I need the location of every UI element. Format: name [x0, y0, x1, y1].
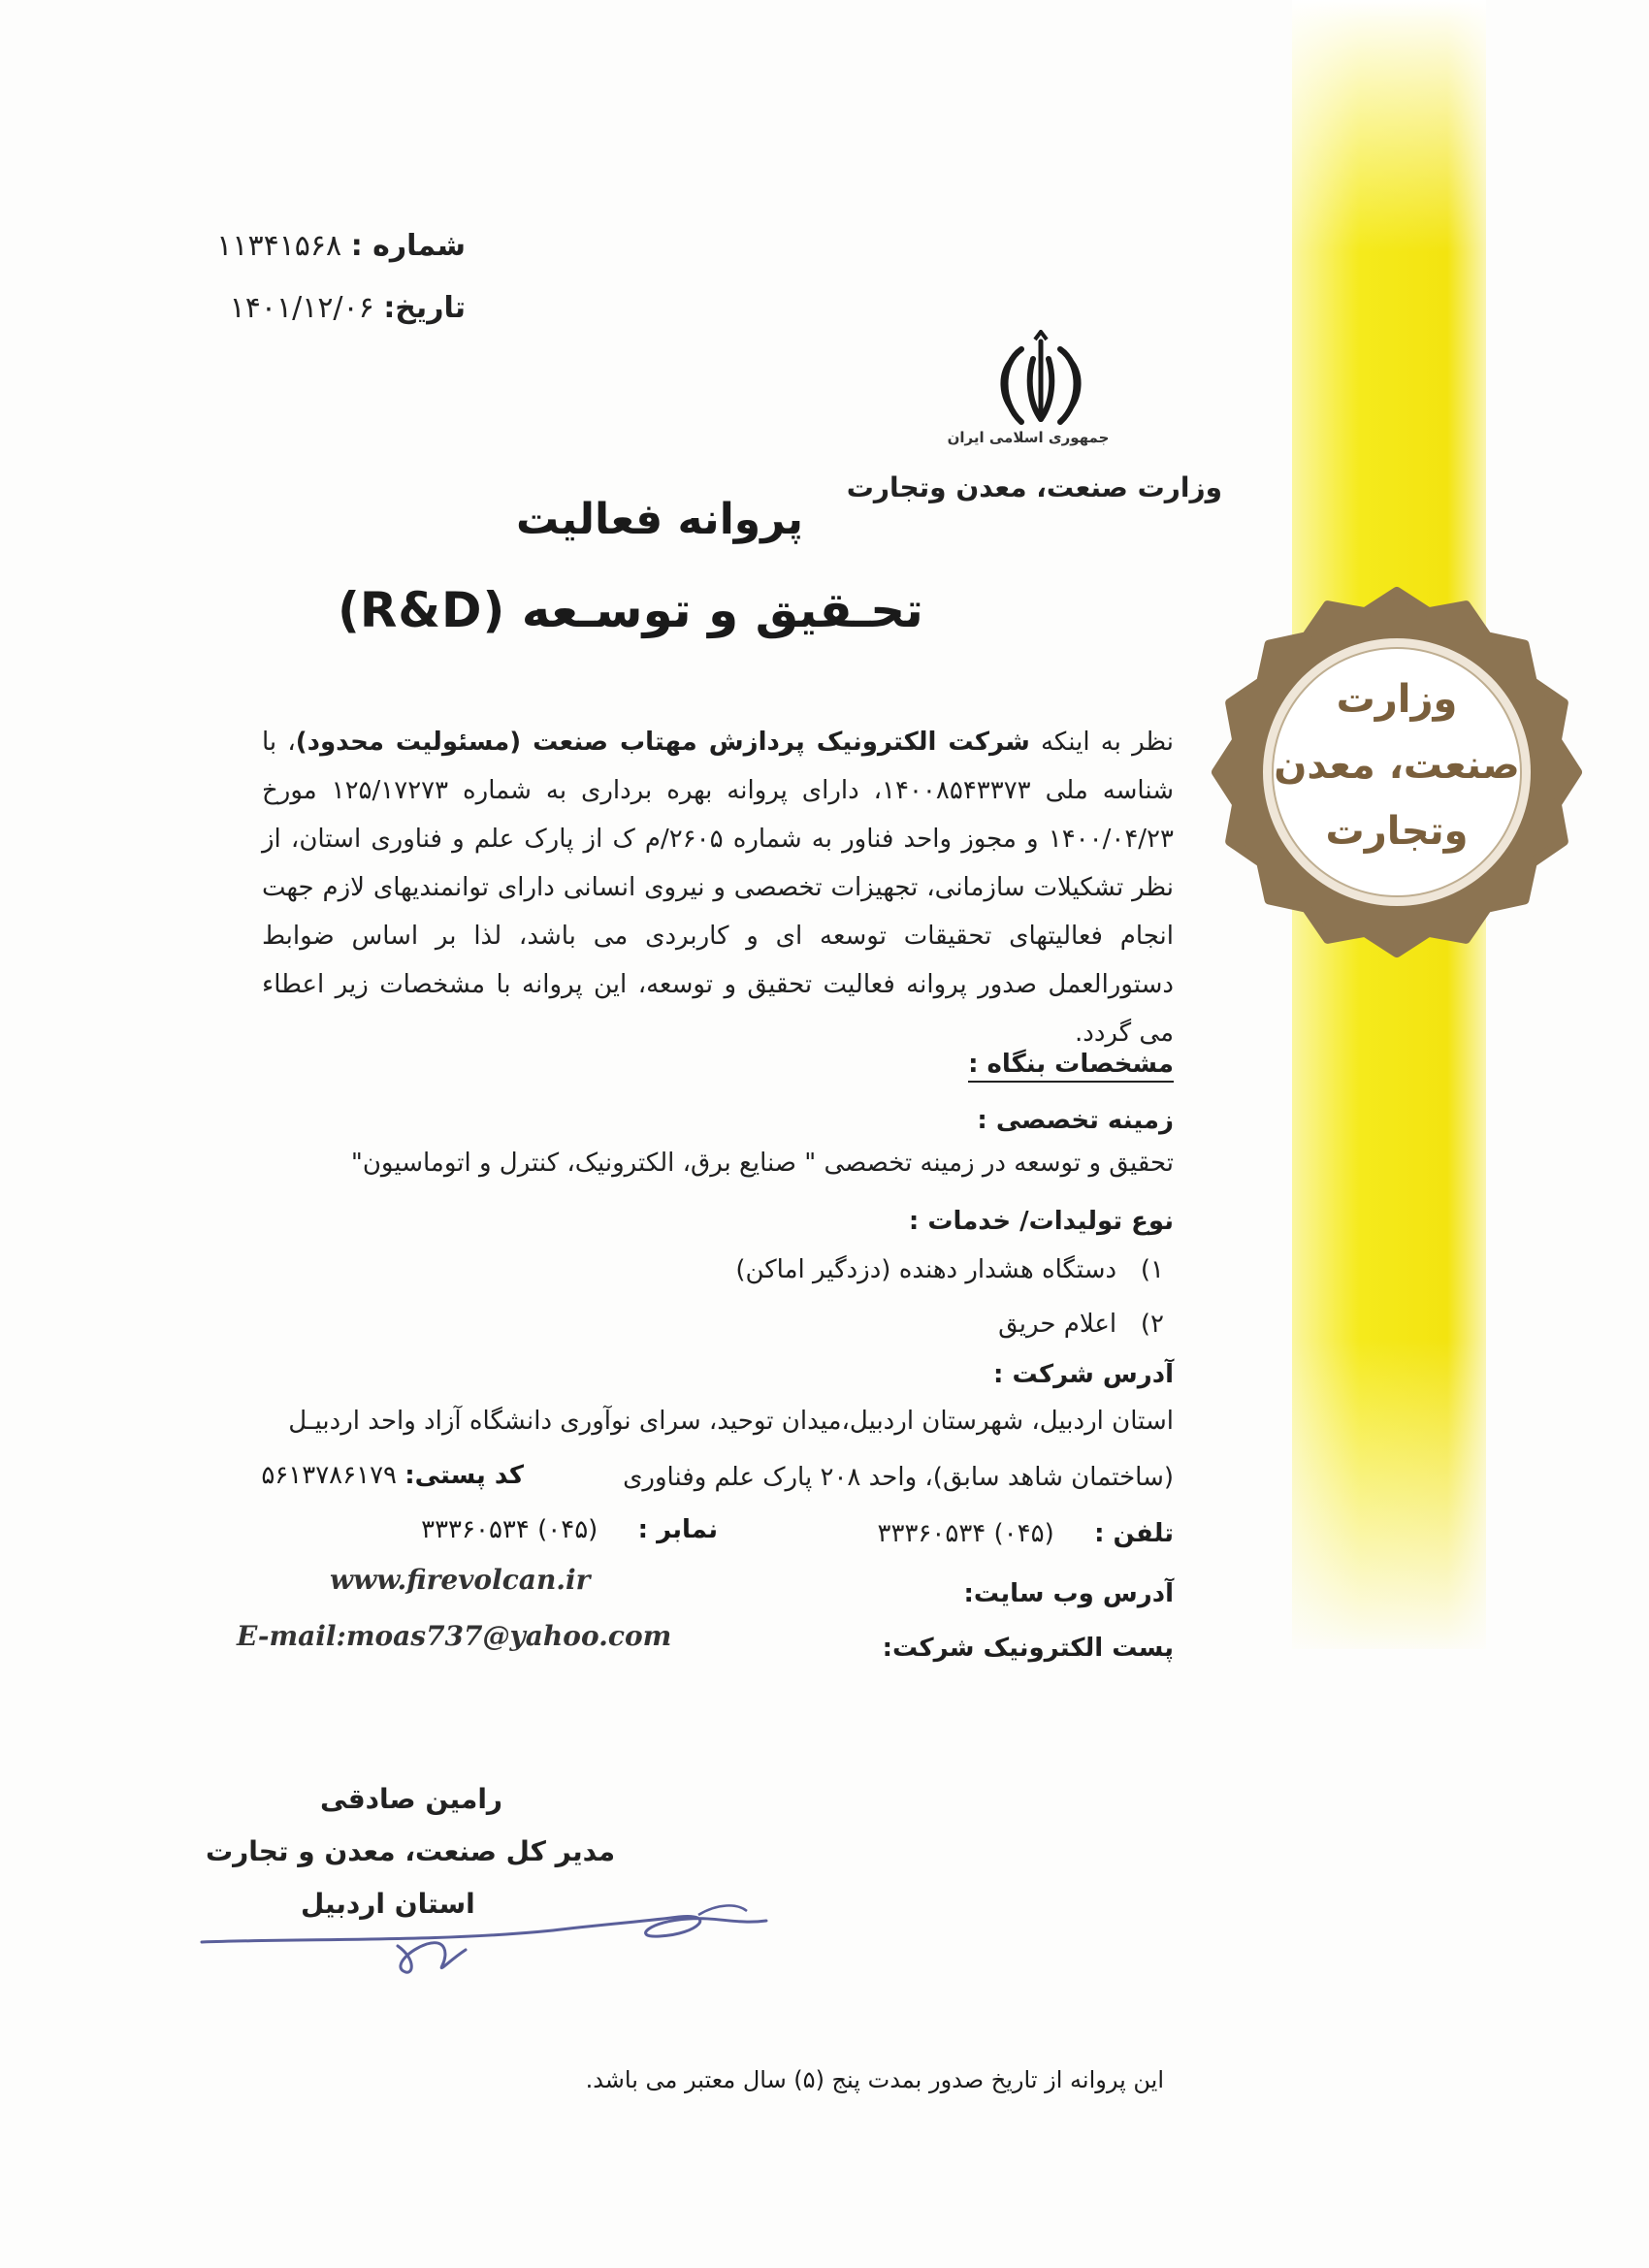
intro-rest: ، با شناسه ملی ۱۴۰۰۸۵۴۳۳۷۳، دارای پروانه بهره برداری به شماره ۱۲۵/۱۷۲۷۳ مورخ ۱۴۰۰/۰۴/۲۳ و مجوز واحد فناور به شماره ۲۶۰۵/م ک از پارک علم و فناوری استان، از نظر تشکیلات سازمانی، تجهیزات تخصصی و نیروی انسانی دارای توانمندیهای لازم جهت انجام فعالیتهای تحقیقات توسعه ای و کاربردی می باشد، لذا بر اساس ضوابط دستورالعمل صدور پروانه فعالیت تحقیق و توسعه، این پروانه با مشخصات زیر اعطاء می گردد. — [262, 728, 1174, 1048]
date-label: تاریخ: — [383, 291, 466, 325]
intro-prefix: نظر به اینکه — [1040, 728, 1174, 757]
product-item-2 — [998, 1310, 1164, 1339]
ministry-label: وزارت صنعت، معدن وتجارت — [846, 471, 1222, 503]
postal-code — [204, 1461, 524, 1490]
product-number: ۲) — [1140, 1310, 1164, 1339]
license-title: پروانه فعالیت — [515, 495, 804, 544]
signatory-province: استان اردبیل — [301, 1888, 475, 1920]
fax — [388, 1515, 718, 1544]
phone-label: تلفن : — [1094, 1519, 1174, 1548]
signatory-title: مدیر کل صنعت، معدن و تجارت — [206, 1835, 616, 1867]
address-line-1: استان اردبیل، شهرستان اردبیل،میدان توحید، سرای نوآوری دانشگاه آزاد واحد اردبیـل — [288, 1407, 1174, 1436]
address-line-2: (ساختمان شاهد سابق)، واحد ۲۰۸ پارک علم وفناوری — [623, 1463, 1174, 1492]
license-subtitle: تحـقیق و توسـعه (R&D) — [338, 582, 923, 638]
letter-date — [194, 291, 466, 325]
website-link[interactable]: www.firevolcan.ir — [330, 1564, 591, 1596]
website-label: آدرس وب سایت: — [963, 1579, 1174, 1608]
letter-number — [194, 229, 466, 263]
field-heading: زمینه تخصصی : — [977, 1106, 1174, 1135]
handwritten-signature — [194, 1882, 776, 1998]
republic-label: جمهوری اسلامی ایران — [947, 429, 1110, 446]
products-heading: نوع تولیدات/ خدمات : — [908, 1207, 1174, 1236]
seal-text-line1: وزارت — [1336, 677, 1458, 722]
unit-heading: مشخصات بنگاه : — [968, 1050, 1174, 1079]
fax-label: نمابر : — [637, 1515, 718, 1544]
product-item-1 — [735, 1255, 1164, 1284]
signatory-name: رامین صادقی — [320, 1783, 503, 1815]
number-label: شماره : — [350, 229, 466, 263]
seal-text-line3: وتجارت — [1325, 809, 1469, 854]
iran-emblem-icon — [991, 330, 1090, 437]
postal-value: ۵۶۱۳۷۸۶۱۷۹ — [261, 1461, 397, 1490]
phone — [878, 1519, 1174, 1548]
license-body-paragraph — [262, 718, 1174, 1057]
number-value: ۱۱۳۴۱۵۶۸ — [216, 229, 342, 263]
email-label: پست الکترونیک شرکت: — [882, 1634, 1174, 1663]
seal-text-line2: صنعت، معدن — [1274, 743, 1520, 788]
validity-note: این پروانه از تاریخ صدور بمدت پنج (۵) سال معتبر می باشد. — [585, 2066, 1164, 2093]
yellow-ribbon-decoration — [1234, 0, 1525, 2268]
product-number: ۱) — [1140, 1255, 1164, 1284]
postal-label: کد پستی: — [404, 1461, 524, 1490]
product-text: دستگاه هشدار دهنده (دزدگیر اماکن) — [735, 1255, 1117, 1284]
address-heading: آدرس شرکت : — [993, 1360, 1174, 1389]
ministry-seal — [1211, 586, 1583, 958]
field-text: تحقیق و توسعه در زمینه تخصصی " صنایع برق، الکترونیک، کنترل و اتوماسیون" — [350, 1149, 1174, 1178]
company-name: شرکت الکترونیک پردازش مهتاب صنعت (مسئولیت محدود) — [295, 728, 1030, 757]
product-text: اعلام حریق — [998, 1310, 1117, 1339]
phone-value: (۰۴۵) ۳۳۳۶۰۵۳۴ — [877, 1519, 1054, 1548]
date-value: ۱۴۰۱/۱۲/۰۶ — [229, 291, 374, 325]
fax-value: (۰۴۵) ۳۳۳۶۰۵۳۴ — [421, 1515, 598, 1544]
email-link[interactable]: E-mail:moas737@yahoo.com — [237, 1620, 672, 1652]
